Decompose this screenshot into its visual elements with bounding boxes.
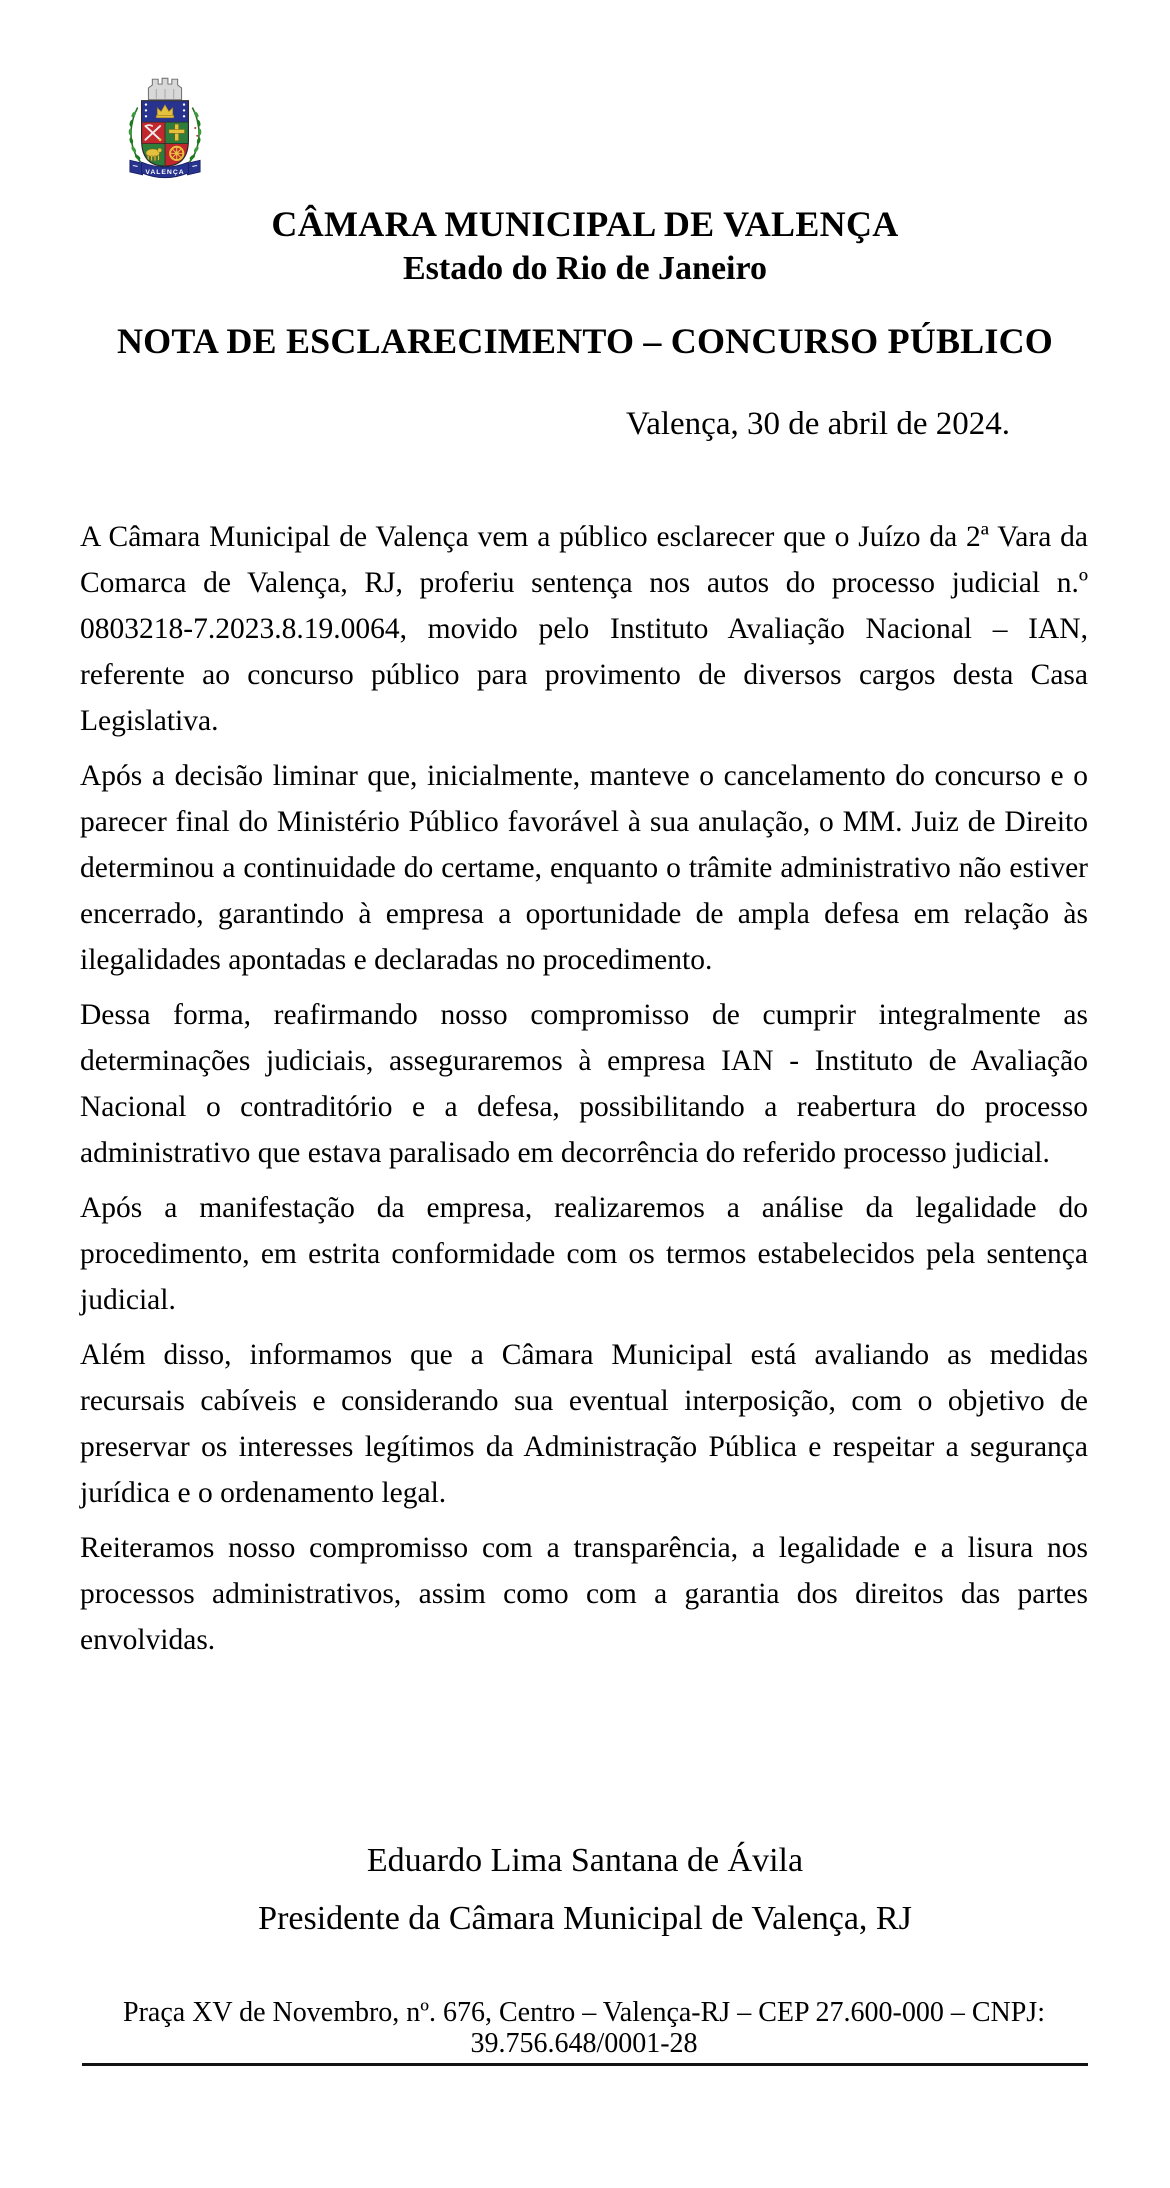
signatory-name: Eduardo Lima Santana de Ávila [366, 1842, 804, 1879]
paragraph-4: Após a manifestação da empresa, realizaremos a análise da legalidade do procedimento, em estrita conformidade com os termos estabelecidos pela sentença judicial. [80, 1192, 1088, 1316]
dateline: Valença, 30 de abril de 2024. [626, 406, 1010, 442]
footer-address-line: Praça XV de Novembro, nº. 676, Centro – Valença-RJ – CEP 27.600-000 – CNPJ: [123, 1997, 1045, 2028]
municipal-coat-of-arms-icon [124, 71, 206, 185]
document-title: NOTA DE ESCLARECIMENTO – CONCURSO PÚBLICO [116, 321, 1053, 361]
signatory-role: Presidente da Câmara Municipal de Valença, RJ [258, 1900, 912, 1937]
org-state: Estado do Rio de Janeiro [403, 250, 767, 287]
paragraph-3: Dessa forma, reafirmando nosso compromisso de cumprir integralmente as determinações judiciais, asseguraremos à empresa IAN - Instituto de Avaliação Nacional o contraditório e a defesa, possibilitando a reabertura do processo administrativo que estava paralisado em decorrência do referido processo judicial. [80, 999, 1088, 1169]
wheel-icon [170, 147, 183, 160]
ribbon-text: VALENÇA [145, 168, 185, 176]
org-name: CÂMARA MUNICIPAL DE VALENÇA [271, 204, 899, 244]
letterhead [0, 201, 1170, 291]
mural-crown-icon [148, 78, 181, 99]
laurel-branch-right [189, 108, 202, 163]
paragraph-1: A Câmara Municipal de Valença vem a público esclarecer que o Juízo da 2ª Vara da Comarca de Valença, RJ, proferiu sentença nos autos do processo judicial n.º 0803218-7.2023.8.19.0064, movido pelo Instituto Avaliação Nacional – IAN, referente ao concurso público para provimento de diversos cargos desta Casa Legislativa. [80, 521, 1088, 737]
laurel-branch-left [129, 108, 142, 163]
paragraph-6: Reiteramos nosso compromisso com a transparência, a legalidade e a lisura nos processos administrativos, assim como com a garantia dos direitos das partes envolvidas. [80, 1532, 1088, 1656]
footer-cnpj-line: 39.756.648/0001-28 [470, 2028, 698, 2059]
paragraph-5: Além disso, informamos que a Câmara Municipal está avaliando as medidas recursais cabíveis e considerando sua eventual interposição, com o objetivo de preservar os interesses legítimos da Administração Pública e respeitar a segurança jurídica e o ordenamento legal. [80, 1339, 1088, 1509]
signature-block [0, 1832, 1170, 1948]
document-body [80, 514, 1088, 1672]
footer-divider [82, 2063, 1088, 2066]
paragraph-2: Após a decisão liminar que, inicialmente, manteve o cancelamento do concurso e o parecer final do Ministério Público favorável à sua anulação, o MM. Juiz de Direito determinou a continuidade do certame, enquanto o trâmite administrativo não estiver encerrado, garantindo à empresa a oportunidade de ampla defesa em relação às ilegalidades apontadas e declaradas no procedimento. [80, 760, 1088, 976]
footer-address [80, 1997, 1088, 2059]
